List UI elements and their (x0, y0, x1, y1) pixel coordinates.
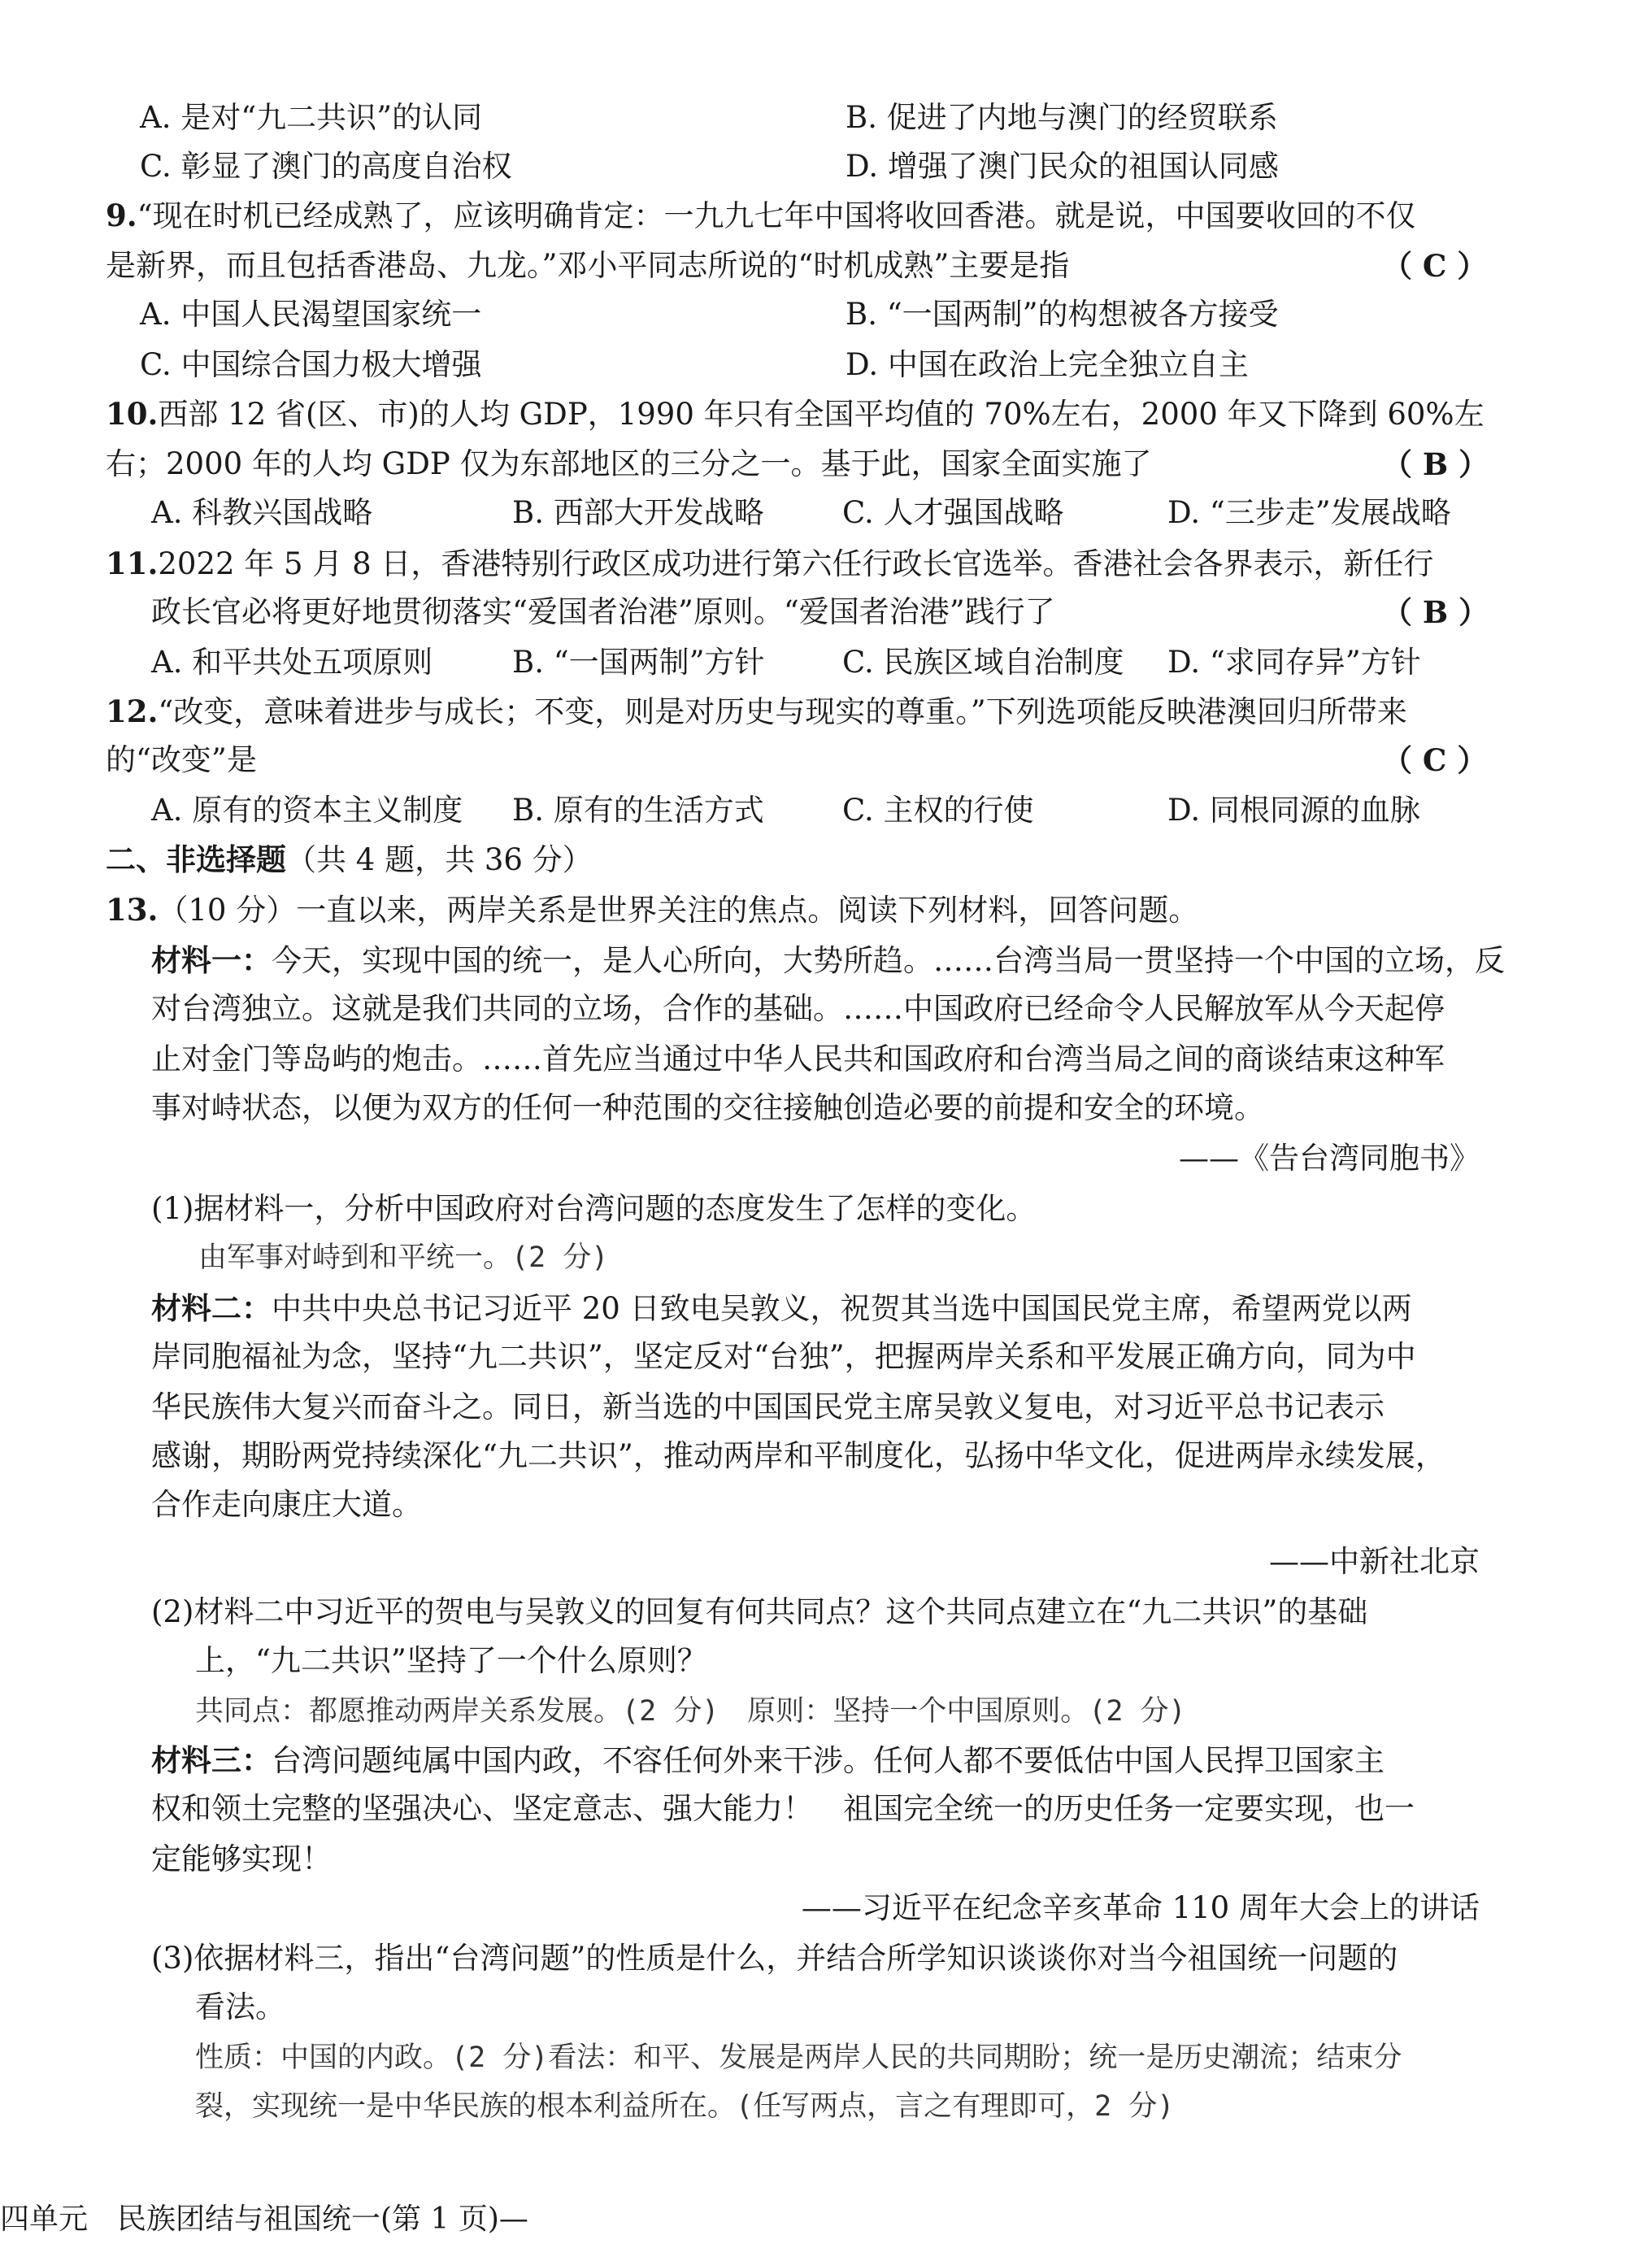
subquestion-2: (2)材料二中习近平的贺电与吴敦义的回复有何共同点？这个共同点建立在“九二共识”的基础 (151, 1594, 1368, 1629)
section-note: （共 4 题，共 36 分） (286, 842, 593, 877)
q11-option-a: A. 和平共处五项原则 (151, 645, 433, 680)
subquestion-3: (3)依据材料三，指出“台湾问题”的性质是什么，并结合所学知识谈谈你对当今祖国统一问题的 (151, 1941, 1398, 1976)
subquestion-1: (1)据材料一，分析中国政府对台湾问题的态度发生了怎样的变化。 (151, 1191, 1037, 1226)
material-1-line: 对台湾独立。这就是我们共同的立场，合作的基础。……中国政府已经命令人民解放军从今天起停 (151, 991, 1445, 1026)
section-title: 二、非选择题 (106, 841, 286, 877)
question-9 (106, 195, 1416, 237)
material-2-source: ——中新社北京 (1269, 1544, 1480, 1579)
question-number: 13. (106, 892, 159, 928)
q9-option-d: D. 中国在政治上完全独立自主 (846, 347, 1249, 382)
q12-option-c: C. 主权的行使 (842, 793, 1034, 828)
q8-option-a: A. 是对“九二共识”的认同 (140, 100, 483, 135)
question-stem-cont: 的“改变”是 (106, 742, 257, 777)
question-stem: “现在时机已经成熟了，应该明确肯定：一九九七年中国将收回香港。就是说，中国要收回的不仅 (137, 198, 1416, 233)
q10-option-a: A. 科教兴国战略 (151, 495, 373, 530)
material-2-line: 华民族伟大复兴而奋斗之。同日，新当选的中国国民党主席吴敦义复电，对习近平总书记表示 (151, 1389, 1385, 1424)
q10-option-c: C. 人才强国战略 (842, 495, 1064, 530)
q12-option-a: A. 原有的资本主义制度 (151, 793, 463, 828)
q9-option-c: C. 中国综合国力极大增强 (140, 347, 482, 382)
q9-option-b: B. “一国两制”的构想被各方接受 (846, 297, 1279, 332)
q11-option-b: B. “一国两制”方针 (512, 645, 765, 680)
question-number: 12. (106, 694, 159, 729)
subquestion-3-answer-cont: 裂，实现统一是中华民族的根本利益所在。(任写两点，言之有理即可，2 分) (195, 2090, 1175, 2123)
subquestion-2-cont: 上，“九二共识”坚持了一个什么原则？ (195, 1643, 707, 1678)
material-label: 材料二： (151, 1290, 272, 1326)
material-2-line: 合作走向康庄大道。 (151, 1487, 422, 1522)
material-3-line: 权和领土完整的坚强决心、坚定意志、强大能力！ 祖国完全统一的历史任务一定要实现，也一 (151, 1791, 1415, 1826)
question-stem-cont: 政长官必将更好地贯彻落实“爱国者治港”原则。“爱国者治港”践行了 (151, 594, 1055, 629)
answer-bracket: （ C ） (1382, 248, 1488, 284)
answer-bracket: （ B ） (1382, 594, 1489, 630)
subquestion-3-cont: 看法。 (195, 1989, 285, 2024)
question-stem-cont: 右；2000 年的人均 GDP 仅为东部地区的三分之一。基于此，国家全面实施了 (106, 446, 1152, 481)
question-number: 10. (106, 396, 159, 432)
question-12 (106, 691, 1407, 733)
question-stem: “改变，意味着进步与成长；不变，则是对历史与现实的尊重。”下列选项能反映港澳回归所带来 (158, 694, 1407, 729)
material-label: 材料三： (151, 1742, 272, 1778)
q10-option-d: D. “三步走”发展战略 (1167, 495, 1451, 530)
q10-option-b: B. 西部大开发战略 (512, 495, 764, 530)
material-3-line: 定能够实现！ (151, 1841, 332, 1876)
material-1-source: ——《告台湾同胞书》 (1179, 1141, 1480, 1176)
material-2-line: 感谢，期盼两党持续深化“九二共识”，推动两岸和平制度化，弘扬中华文化，促进两岸永续发展， (151, 1438, 1446, 1473)
material-1-line (151, 940, 1505, 981)
question-number: 9. (106, 198, 137, 233)
q8-option-c: C. 彰显了澳门的高度自治权 (140, 149, 512, 184)
question-stem: 2022 年 5 月 8 日，香港特别行政区成功进行第六任行政长官选举。香港社会各界表示，新任行 (158, 546, 1434, 581)
material-1-line: 事对峙状态，以便为双方的任何一种范围的交往接触创造必要的前提和安全的环境。 (151, 1090, 1264, 1125)
subquestion-2-answer: 共同点：都愿推动两岸关系发展。(2 分) 原则：坚持一个中国原则。(2 分) (195, 1695, 1186, 1728)
question-11 (106, 543, 1433, 585)
q12-option-b: B. 原有的生活方式 (512, 793, 764, 828)
material-1-line: 止对金门等岛屿的炮击。……首先应当通过中华人民共和国政府和台湾当局之间的商谈结束这种军 (151, 1041, 1445, 1076)
question-number: 11. (106, 546, 159, 581)
q9-option-a: A. 中国人民渴望国家统一 (140, 297, 482, 332)
q11-option-c: C. 民族区域自治制度 (842, 645, 1124, 680)
question-13 (106, 889, 1198, 931)
question-10 (106, 394, 1485, 435)
material-label: 材料一： (151, 942, 272, 978)
subquestion-3-answer: 性质：中国的内政。(2 分)看法：和平、发展是两岸人民的共同期盼；统一是历史潮流；结束分 (195, 2041, 1402, 2074)
answer-bracket: （ B ） (1382, 446, 1489, 482)
material-3-line (151, 1740, 1385, 1781)
material-text: 中共中央总书记习近平 20 日致电吴敦义，祝贺其当选中国国民党主席，希望两党以两 (272, 1291, 1412, 1326)
question-stem: （10 分）一直以来，两岸关系是世界关注的焦点。阅读下列材料，回答问题。 (158, 893, 1199, 928)
answer-bracket: （ C ） (1382, 742, 1488, 778)
q8-option-b: B. 促进了内地与澳门的经贸联系 (846, 100, 1278, 135)
page-footer: 四单元 民族团结与祖国统一(第 1 页)— (0, 2202, 528, 2236)
subquestion-1-answer: 由军事对峙到和平统一。(2 分) (198, 1241, 609, 1274)
q11-option-d: D. “求同存异”方针 (1167, 645, 1421, 680)
section-heading (106, 839, 593, 881)
question-stem-cont: 是新界，而且包括香港岛、九龙。”邓小平同志所说的“时机成熟”主要是指 (106, 248, 1070, 283)
material-3-source: ——习近平在纪念辛亥革命 110 周年大会上的讲话 (801, 1890, 1480, 1925)
q8-option-d: D. 增强了澳门民众的祖国认同感 (846, 149, 1279, 184)
material-2-line: 岸同胞福祉为念，坚持“九二共识”，坚定反对“台独”，把握两岸关系和平发展正确方向，同为中 (151, 1339, 1416, 1374)
material-2-line (151, 1288, 1412, 1329)
question-stem: 西部 12 省(区、市)的人均 GDP，1990 年只有全国平均值的 70%左右，2000 年又下降到 60%左 (158, 397, 1485, 432)
q12-option-d: D. 同根同源的血脉 (1167, 793, 1420, 828)
material-text: 台湾问题纯属中国内政，不容任何外来干涉。任何人都不要低估中国人民捍卫国家主 (272, 1743, 1385, 1778)
material-text: 今天，实现中国的统一，是人心所向，大势所趋。……台湾当局一贯坚持一个中国的立场，反 (272, 943, 1505, 978)
